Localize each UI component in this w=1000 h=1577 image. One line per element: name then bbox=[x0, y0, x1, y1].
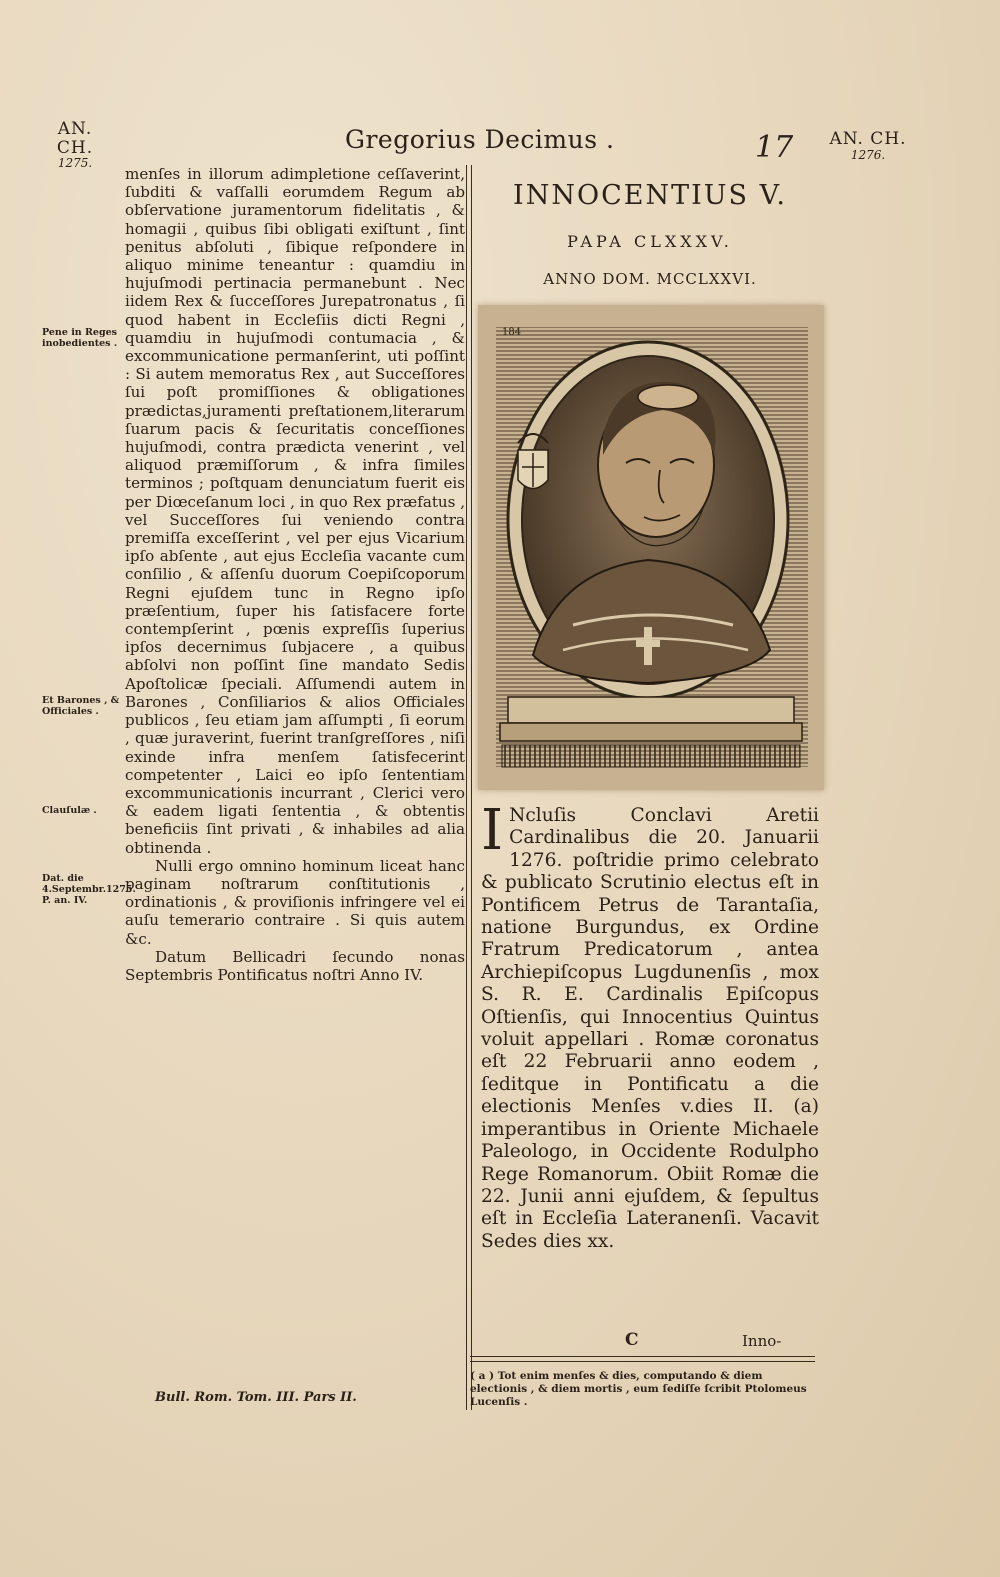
plate-number: 184 bbox=[502, 327, 522, 338]
pope-year: ANNO DOM. MCCLXXVI. bbox=[543, 270, 757, 288]
pope-name-heading: INNOCENTIUS V. bbox=[513, 180, 787, 211]
sanction-clause: Nulli ergo omnino hominum liceat hanc paginam noſtrarum conſtitutionis , ordinationis , & proviſionis infringere vel ei auſu temerario contraire . Si quis autem &c. bbox=[125, 856, 465, 948]
portrait-engraving-art bbox=[478, 305, 824, 790]
column-divider bbox=[466, 165, 467, 1410]
dating-clause: Datum Bellicadri ſecundo nonas Septembris Pontificatus noſtri Anno IV. bbox=[125, 947, 465, 984]
column-divider-inner bbox=[471, 165, 472, 1410]
anno-christi-label: AN. CH. bbox=[829, 129, 907, 149]
year-label: 1276. bbox=[850, 147, 886, 162]
left-text-column bbox=[125, 165, 465, 984]
anno-christi-label: AN. CH. bbox=[56, 119, 94, 158]
decree-paragraph: menſes in illorum adimpletione ceſſaverint, ſubditi & vaſſalli eorumdem Regum ab obſervatione juramentorum fidelitatis , & homagii , quibus ſibi obligati exiſtunt , ſint penitus abſoluti , ſibique reſpondere in aliquo minime teneantur : quamdiu in hujuſmodi pertinacia permanebunt . Nec iidem Rex & ſucceſſores Jurepatronatus , ſi quod habent in Eccleſiis dicti Regni , quamdiu in hujuſmodi contumacia , & excommunicatione permanſerint, uti poſſint : Si autem memoratus Rex , aut Succeſſores ſui poſt promiſſiones & obligationes prædictas,juramenti preſtationem,literarum ſuarum pacis & ſecuritatis conceſſiones hujuſmodi, contra prædicta venerint , vel aliquod præmiſſorum , & infra ſimiles terminos ; poſtquam denunciatum fuerit eis per Diœceſanum loci , in quo Rex præfatus , vel Succeſſores ſui veniendo contra premiſſa exceſſerint , vel per ejus Vicarium ipſo abſente , aut ejus Eccleſia vacante cum conſilio , & aſſenſu duorum Coepiſcoporum Regni ejuſdem tunc in Regno ipſo præſentium, ſuper his ſatisfacere forte contempſerint , pœnis expreſſis ſuperius ipſos decernimus ſubjacere , a quibus abſolvi non poſſint ſine mandato Sedis Apoſtolicæ ſpeciali. Aſſumendi autem in Barones , Conſiliarios & alios Officiales publicos , ſeu etiam jam aſſumpti , ſi eorum , quæ juraverint, fuerint tranſgreſſores , niſi exinde infra menſem ſatisfecerint competenter , Laici eo ipſo ſententiam excommunicationis incurrant , Clerici vero & eadem ligati ſententia , & obtentis beneficiis ſint privati , & inhabiles ad alia obtinenda . bbox=[125, 165, 465, 857]
running-title: Gregorius Decimus . bbox=[345, 125, 615, 154]
pope-biography bbox=[481, 798, 819, 1253]
running-year-right bbox=[828, 130, 908, 162]
footnote: ( a ) Tot enim menſes & dies, computando & diem electionis , & diem mortis , eum ſediſſe ſcribit Ptolomeus Lucenſis . bbox=[470, 1370, 807, 1408]
page-number: 17 bbox=[755, 130, 794, 165]
drop-cap-initial: I bbox=[481, 798, 504, 863]
year-label: 1275. bbox=[57, 156, 93, 171]
footnote-rule bbox=[470, 1356, 815, 1357]
portrait-engraving bbox=[478, 305, 824, 790]
margin-note-barons: Et Barones , & Officiales . bbox=[42, 695, 120, 717]
margin-note-date: Dat. die 4.Septembr.1275. P. an. IV. bbox=[42, 873, 136, 906]
bullarium-signature: Bull. Rom. Tom. III. Pars II. bbox=[155, 1390, 357, 1405]
margin-note-penalty: Pene in Reges inobedientes . bbox=[42, 327, 118, 349]
running-year-left bbox=[40, 120, 110, 171]
margin-note-clauses: Clauſulæ . bbox=[42, 805, 97, 816]
signature-mark: C bbox=[625, 1330, 639, 1350]
pope-number: PAPA CLXXXV. bbox=[567, 232, 733, 251]
footnote-rule-thin bbox=[470, 1361, 815, 1362]
catchword: Inno- bbox=[742, 1332, 782, 1350]
biography-text: Ncluſis Conclavi Aretii Cardinalibus die 20. Januarii 1276. poſtridie primo celebrato & publicato Scrutinio electus eſt in Pontificem Petrus de Tarantaſia, natione Burgundus, ex Ordine Fratrum Predicatorum , antea Archiepiſcopus Lugdunenſis , mox S. R. E. Cardinalis Epiſcopus Oſtienſis, qui Innocentius Quintus voluit appellari . Romæ coronatus eſt 22 Februarii anno eodem , ſeditque in Pontificatu a die electionis Menſes v.dies II. (a) imperantibus in Oriente Michaele Paleologo, in Occidente Rodulpho Rege Romanorum. Obiit Romæ die 22. Junii anni ejuſdem, & ſepultus eſt in Eccleſia Lateranenſi. Vacavit Sedes dies xx. bbox=[481, 805, 819, 1252]
